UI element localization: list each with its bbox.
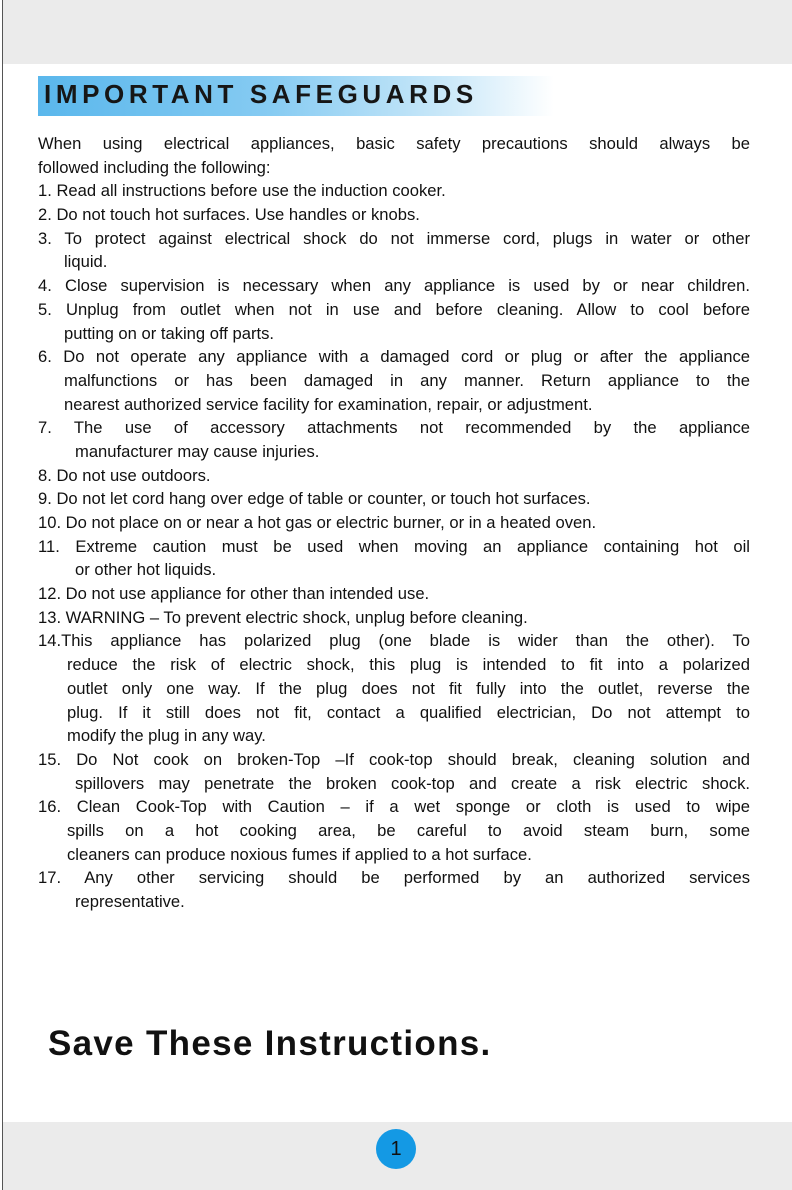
list-item-cont: cleaners can produce noxious fumes if applied to a hot surface. xyxy=(67,844,532,864)
list-item: 11. Extreme caution must be used when moving an appliance containing hot oil xyxy=(38,536,750,556)
header-band xyxy=(3,0,792,64)
list-item-cont: or other hot liquids. xyxy=(75,560,217,580)
list-item-cont: malfunctions or has been damaged in any manner. Return appliance to the xyxy=(64,370,750,390)
list-item-cont: nearest authorized service facility for examination, repair, or adjustment. xyxy=(64,394,593,414)
list-item-cont: spillovers may penetrate the broken cook-top and create a risk electric shock. xyxy=(75,773,750,793)
list-item: 10. Do not place on or near a hot gas or electric burner, or in a heated oven. xyxy=(38,513,597,532)
list-item: 3. To protect against electrical shock do not immerse cord, plugs in water or other xyxy=(38,228,750,248)
list-item-cont: plug. If it still does not fit, contact a qualified electrician, Do not attempt to xyxy=(67,702,750,722)
list-item: 13. WARNING – To prevent electric shock, unplug before cleaning. xyxy=(38,607,528,627)
list-item: 17. Any other servicing should be performed by an authorized services xyxy=(38,868,750,888)
page-frame-line xyxy=(2,0,3,1190)
list-item-cont: spills on a hot cooking area, be careful to avoid steam burn, some xyxy=(67,820,750,840)
page-number-badge: 1 xyxy=(376,1129,416,1169)
safeguards-list xyxy=(38,132,750,914)
list-item-cont: outlet only one way. If the plug does not fit fully into the outlet, reverse the xyxy=(67,678,750,698)
heading-text: IMPORTANT SAFEGUARDS xyxy=(44,79,478,109)
list-item-cont: liquid. xyxy=(64,252,108,272)
list-item: 15. Do Not cook on broken-Top –If cook-top should break, cleaning solution and xyxy=(38,749,750,769)
list-item-cont: putting on or taking off parts. xyxy=(64,323,275,343)
list-item: 4. Close supervision is necessary when any appliance is used by or near children. xyxy=(38,276,750,296)
list-item: 1. Read all instructions before use the induction cooker. xyxy=(38,181,446,201)
list-item-cont: manufacturer may cause injuries. xyxy=(75,441,320,461)
list-item: 8. Do not use outdoors. xyxy=(38,465,211,485)
list-item: 12. Do not use appliance for other than intended use. xyxy=(38,584,430,604)
list-item: 2. Do not touch hot surfaces. Use handles or knobs. xyxy=(38,205,420,225)
list-item: 7. The use of accessory attachments not recommended by the appliance xyxy=(38,418,750,438)
list-item-cont: reduce the risk of electric shock, this plug is intended to fit into a polarized xyxy=(67,655,750,675)
section-heading xyxy=(38,76,554,116)
intro-line: When using electrical appliances, basic safety precautions should always be xyxy=(38,134,750,153)
list-item-cont: modify the plug in any way. xyxy=(67,726,266,746)
list-item: 6. Do not operate any appliance with a damaged cord or plug or after the appliance xyxy=(38,347,750,367)
list-item: 9. Do not let cord hang over edge of table or counter, or touch hot surfaces. xyxy=(38,489,591,509)
list-item: 14.This appliance has polarized plug (one blade is wider than the other). To xyxy=(38,631,750,651)
list-item-cont: representative. xyxy=(75,892,185,911)
intro-line: followed including the following: xyxy=(38,157,271,177)
closing-title: Save These Instructions. xyxy=(48,1024,492,1063)
list-item: 16. Clean Cook-Top with Caution – if a wet sponge or cloth is used to wipe xyxy=(38,797,750,817)
list-item: 5. Unplug from outlet when not in use and before cleaning. Allow to cool before xyxy=(38,299,750,319)
